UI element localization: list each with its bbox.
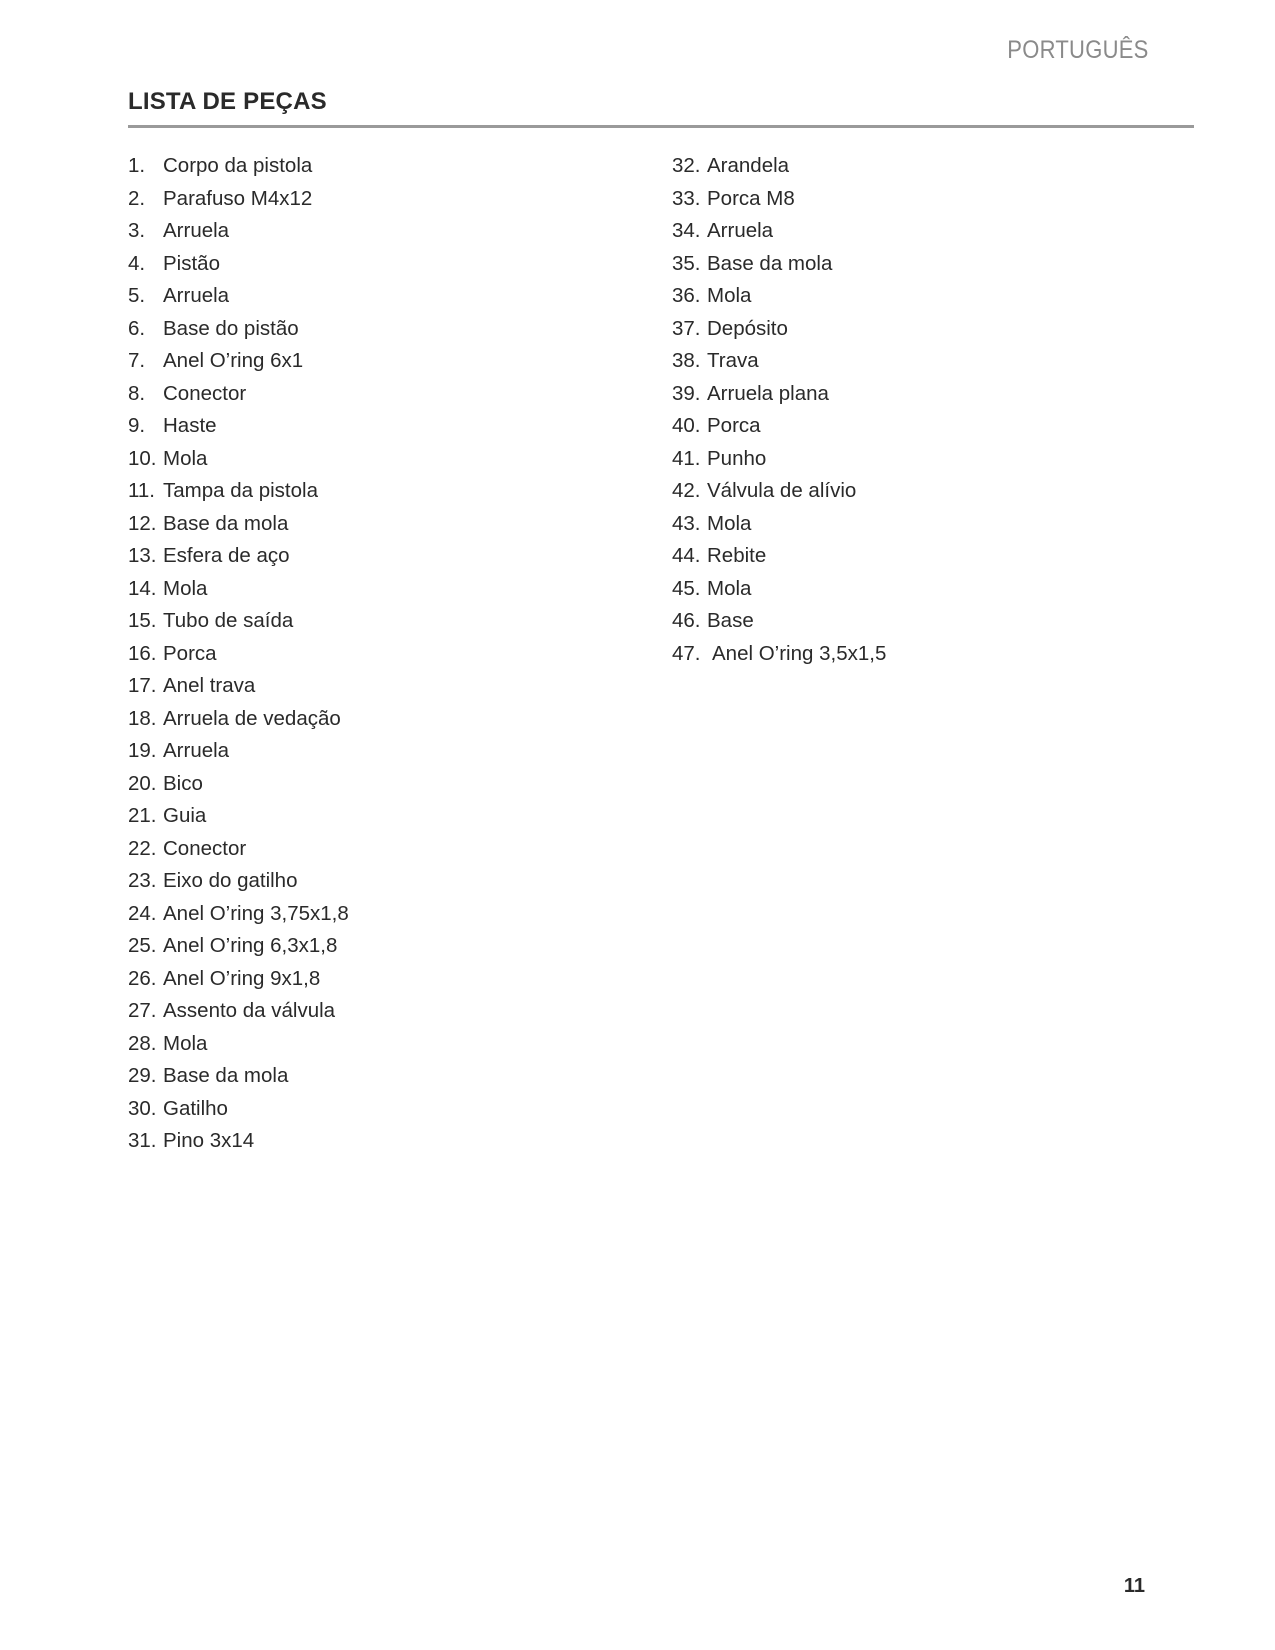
part-item <box>128 183 349 216</box>
part-number: 30. <box>128 1096 157 1120</box>
part-name: Arruela <box>163 284 230 307</box>
part-item <box>672 313 886 346</box>
part-name: Base da mola <box>163 1064 289 1087</box>
part-number: 5. <box>128 284 146 307</box>
part-name: Base <box>707 609 754 632</box>
part-number: 8. <box>128 381 146 405</box>
part-number: 24. <box>128 901 157 925</box>
page-number: 11 <box>1123 1575 1145 1597</box>
part-item <box>672 638 886 671</box>
part-item <box>128 1125 349 1158</box>
part-name: Arruela <box>163 739 230 762</box>
part-item <box>128 1060 349 1093</box>
part-number: 37. <box>672 316 701 340</box>
part-name: Válvula de alívio <box>707 479 857 502</box>
part-number: 28. <box>128 1031 157 1055</box>
part-number: 14. <box>128 576 157 600</box>
part-number: 2. <box>128 186 146 210</box>
part-item <box>128 150 349 183</box>
part-item <box>128 1093 349 1126</box>
part-number: 18. <box>128 706 157 730</box>
part-item <box>128 735 349 768</box>
part-name: Conector <box>163 381 247 405</box>
part-number: 45. <box>672 576 701 600</box>
part-name: Conector <box>163 836 247 860</box>
part-item <box>672 280 886 313</box>
part-number: 27. <box>128 999 157 1022</box>
part-item <box>672 540 886 573</box>
part-item <box>128 800 349 833</box>
part-item <box>128 930 349 963</box>
part-number: 6. <box>128 316 146 340</box>
part-number: 9. <box>128 414 146 437</box>
part-number: 29. <box>128 1064 157 1087</box>
part-number: 34. <box>672 219 701 242</box>
part-name: Anel O’ring 6,3x1,8 <box>163 934 338 957</box>
part-name: Corpo da pistola <box>163 154 313 177</box>
part-number: 22. <box>128 836 157 860</box>
part-number: 41. <box>672 446 701 470</box>
part-number: 3. <box>128 219 146 242</box>
language-label: PORTUGUÊS <box>1007 36 1149 64</box>
part-name: Arruela <box>707 219 774 242</box>
part-item <box>672 183 886 216</box>
part-name: Base do pistão <box>163 316 299 340</box>
part-item <box>128 215 349 248</box>
part-item <box>672 248 886 281</box>
part-number: 4. <box>128 251 146 275</box>
part-item <box>672 345 886 378</box>
part-item <box>672 475 886 508</box>
part-item <box>128 865 349 898</box>
part-name: Rebite <box>707 544 767 567</box>
part-number: 12. <box>128 511 157 535</box>
part-name: Arruela <box>163 219 230 242</box>
part-number: 35. <box>672 251 701 275</box>
part-item <box>128 1028 349 1061</box>
part-item <box>128 540 349 573</box>
part-name: Eixo do gatilho <box>163 869 298 892</box>
part-number: 11. <box>128 479 155 502</box>
part-number: 31. <box>128 1129 157 1152</box>
part-item <box>128 963 349 996</box>
part-name: Porca <box>707 414 761 437</box>
part-name: Mola <box>707 576 752 600</box>
part-name: Mola <box>163 1031 208 1055</box>
part-item <box>128 410 349 443</box>
part-number: 47. <box>672 641 701 665</box>
part-name: Arruela plana <box>707 381 829 405</box>
part-name: Haste <box>163 414 217 437</box>
part-name: Base da mola <box>707 251 833 275</box>
part-number: 46. <box>672 609 701 632</box>
part-number: 15. <box>128 609 157 632</box>
part-item <box>128 703 349 736</box>
part-item <box>672 605 886 638</box>
part-number: 33. <box>672 186 701 210</box>
part-item <box>672 410 886 443</box>
part-name: Porca <box>163 641 217 665</box>
part-item <box>128 833 349 866</box>
part-item <box>128 345 349 378</box>
part-name: Porca M8 <box>707 186 795 210</box>
part-number: 13. <box>128 544 157 567</box>
part-item <box>128 248 349 281</box>
part-number: 32. <box>672 154 701 177</box>
part-item <box>128 508 349 541</box>
part-item <box>128 768 349 801</box>
part-name: Trava <box>707 349 759 372</box>
title-divider <box>128 125 1194 128</box>
part-number: 36. <box>672 284 701 307</box>
part-number: 23. <box>128 869 157 892</box>
part-number: 21. <box>128 804 157 827</box>
part-name: Mola <box>707 511 752 535</box>
part-item <box>672 573 886 606</box>
part-name: Gatilho <box>163 1096 228 1120</box>
part-item <box>128 898 349 931</box>
part-number: 20. <box>128 771 157 795</box>
part-name: Anel O’ring 6x1 <box>163 349 304 372</box>
part-item <box>128 280 349 313</box>
part-item <box>128 995 349 1028</box>
part-name: Anel trava <box>163 674 256 697</box>
part-number: 7. <box>128 349 146 372</box>
parts-list-left <box>128 150 349 1158</box>
part-item <box>672 508 886 541</box>
part-name: Arruela de vedação <box>163 706 341 730</box>
part-item <box>128 378 349 411</box>
part-name: Esfera de aço <box>163 544 290 567</box>
part-name: Anel O’ring 3,75x1,8 <box>163 901 349 925</box>
part-number: 19. <box>128 739 157 762</box>
part-name: Bico <box>163 771 203 795</box>
part-name: Base da mola <box>163 511 289 535</box>
part-number: 42. <box>672 479 701 502</box>
part-name: Punho <box>707 446 767 470</box>
part-number: 38. <box>672 349 701 372</box>
part-number: 16. <box>128 641 157 665</box>
part-name: Mola <box>163 576 208 600</box>
part-name: Pino 3x14 <box>163 1129 255 1152</box>
part-item <box>672 378 886 411</box>
part-item <box>672 150 886 183</box>
part-name: Guia <box>163 804 207 827</box>
part-name: Depósito <box>707 316 788 340</box>
part-item <box>128 605 349 638</box>
part-item <box>128 443 349 476</box>
parts-list-right <box>672 150 886 670</box>
part-item <box>672 215 886 248</box>
part-number: 44. <box>672 544 701 567</box>
part-number: 17. <box>128 674 157 697</box>
part-name: Pistão <box>163 251 220 275</box>
part-number: 40. <box>672 414 701 437</box>
part-name: Mola <box>163 446 208 470</box>
part-name: Tubo de saída <box>163 609 294 632</box>
part-name: Tampa da pistola <box>163 479 318 502</box>
part-name: Anel O’ring 3,5x1,5 <box>712 641 887 665</box>
part-number: 10. <box>128 446 157 470</box>
section-title: LISTA DE PEÇAS <box>128 88 327 115</box>
part-number: 26. <box>128 966 157 990</box>
part-number: 25. <box>128 934 157 957</box>
part-number: 43. <box>672 511 701 535</box>
part-number: 1. <box>128 154 146 177</box>
part-name: Parafuso M4x12 <box>163 186 313 210</box>
part-name: Arandela <box>707 154 790 177</box>
part-name: Mola <box>707 284 752 307</box>
part-name: Anel O’ring 9x1,8 <box>163 966 321 990</box>
part-item <box>128 638 349 671</box>
part-item <box>128 313 349 346</box>
part-number: 39. <box>672 381 701 405</box>
part-item <box>128 475 349 508</box>
part-item <box>672 443 886 476</box>
part-item <box>128 573 349 606</box>
part-item <box>128 670 349 703</box>
part-name: Assento da válvula <box>163 999 336 1022</box>
